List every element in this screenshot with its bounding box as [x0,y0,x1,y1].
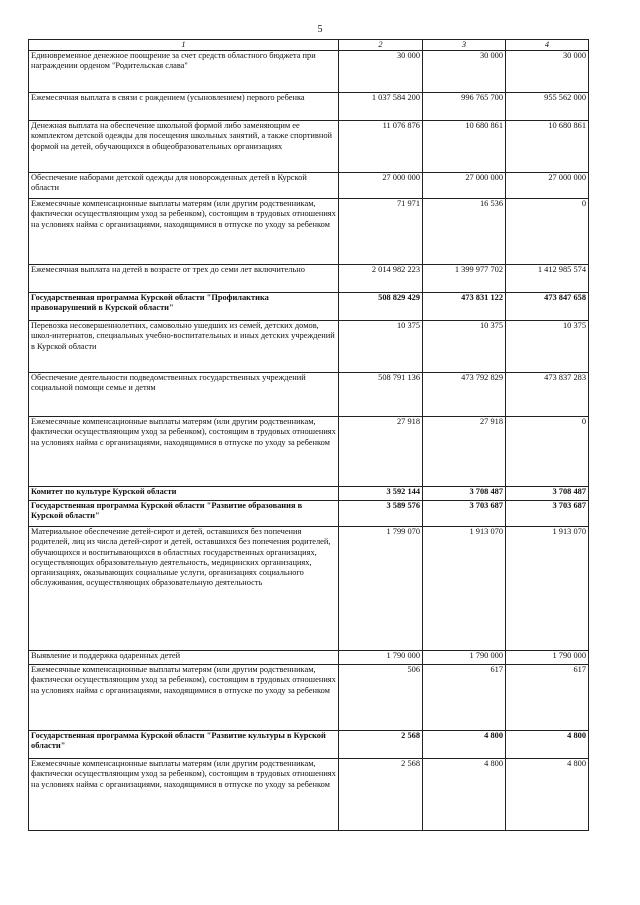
row-value-col3: 1 913 070 [423,527,506,651]
table-row [29,665,589,731]
row-value-col4: 473 847 658 [506,293,589,321]
row-value-col3: 4 800 [423,731,506,759]
row-value-col2: 1 790 000 [339,651,423,665]
row-value-col4: 3 708 487 [506,487,589,501]
table-row [29,527,589,651]
row-value-col3: 3 703 687 [423,501,506,527]
row-value-col2: 508 791 136 [339,373,423,417]
row-label: Ежемесячные компенсационные выплаты матерям (или другим родственникам, фактически осуществляющим уход за ребенком), состоящим в трудовых отношениях на условиях найма с организациями, находящимися в отпуске по уходу за ребенком [29,417,339,487]
row-value-col4: 0 [506,199,589,265]
row-label: Материальное обеспечение детей-сирот и детей, оставшихся без попечения родителей, лиц из числа детей-сирот и детей, оставшихся без попечения родителей, обучающихся и воспитывающихся в областных государственных организациях, осуществляющих образовательную деятельность, медицинских организациях, организациях, оказывающих социальные услуги, организациях социального обслуживания, осуществляющих образовательную деятельность [29,527,339,651]
row-label: Перевозка несовершеннолетних, самовольно ушедших из семей, детских домов, школ-интернатов, специальных учебно-воспитательных и иных детских учреждений в Курской области [29,321,339,373]
row-value-col2: 508 829 429 [339,293,423,321]
row-value-col2: 506 [339,665,423,731]
row-label: Выявление и поддержка одаренных детей [29,651,339,665]
row-value-col3: 3 708 487 [423,487,506,501]
row-value-col3: 473 831 122 [423,293,506,321]
row-value-col2: 1 037 584 200 [339,93,423,121]
row-label: Денежная выплата на обеспечение школьной формой либо заменяющим ее комплектом детской одежды для посещения школьных занятий, а также спортивной формой на детей, обучающихся в общеобразовательных организациях [29,121,339,173]
row-value-col4: 3 703 687 [506,501,589,527]
row-value-col3: 1 790 000 [423,651,506,665]
table-row [29,199,589,265]
table-row [29,651,589,665]
row-value-col2: 2 568 [339,759,423,831]
row-value-col3: 1 399 977 702 [423,265,506,293]
table-header-row [29,40,589,51]
row-value-col2: 2 568 [339,731,423,759]
row-value-col4: 617 [506,665,589,731]
row-value-col2: 2 014 982 223 [339,265,423,293]
row-value-col4: 1 913 070 [506,527,589,651]
table-row [29,731,589,759]
row-label: Государственная программа Курской области "Профилактика правонарушений в Курской области" [29,293,339,321]
row-value-col2: 10 375 [339,321,423,373]
row-value-col4: 955 562 000 [506,93,589,121]
row-value-col4: 30 000 [506,51,589,93]
row-value-col3: 473 792 829 [423,373,506,417]
row-label: Ежемесячная выплата в связи с рождением (усыновлением) первого ребенка [29,93,339,121]
table-row [29,51,589,93]
row-value-col3: 27 918 [423,417,506,487]
row-label: Обеспечение наборами детской одежды для новорожденных детей в Курской области [29,173,339,199]
row-value-col2: 3 589 576 [339,501,423,527]
row-value-col4: 0 [506,417,589,487]
row-label: Обеспечение деятельности подведомственных государственных учреждений социальной помощи семье и детям [29,373,339,417]
table-row [29,759,589,831]
row-label: Ежемесячная выплата на детей в возрасте от трех до семи лет включительно [29,265,339,293]
row-value-col3: 996 765 700 [423,93,506,121]
row-value-col2: 30 000 [339,51,423,93]
column-header-4: 4 [506,40,589,51]
table-row [29,293,589,321]
row-value-col3: 617 [423,665,506,731]
row-value-col4: 473 837 283 [506,373,589,417]
table-row [29,373,589,417]
column-header-3: 3 [423,40,506,51]
column-header-1: 1 [29,40,339,51]
row-label: Ежемесячные компенсационные выплаты матерям (или другим родственникам, фактически осуществляющим уход за ребенком), состоящим в трудовых отношениях на условиях найма с организациями, находящимися в отпуске по уходу за ребенком [29,665,339,731]
table-row [29,487,589,501]
row-value-col4: 27 000 000 [506,173,589,199]
table-row [29,501,589,527]
row-value-col2: 27 918 [339,417,423,487]
table-row [29,93,589,121]
row-value-col3: 16 536 [423,199,506,265]
row-value-col4: 1 412 985 574 [506,265,589,293]
table-row [29,417,589,487]
row-label: Ежемесячные компенсационные выплаты матерям (или другим родственникам, фактически осуществляющим уход за ребенком), состоящим в трудовых отношениях на условиях найма с организациями, находящимися в отпуске по уходу за ребенком [29,759,339,831]
row-value-col2: 1 799 070 [339,527,423,651]
row-value-col2: 11 076 876 [339,121,423,173]
row-label: Комитет по культуре Курской области [29,487,339,501]
table-row [29,265,589,293]
row-value-col2: 71 971 [339,199,423,265]
row-value-col3: 10 680 861 [423,121,506,173]
table-row [29,173,589,199]
column-header-2: 2 [339,40,423,51]
table-row [29,321,589,373]
row-value-col4: 10 375 [506,321,589,373]
budget-table [28,39,589,831]
row-value-col4: 10 680 861 [506,121,589,173]
row-value-col4: 4 800 [506,731,589,759]
row-label: Государственная программа Курской области "Развитие культуры в Курской области" [29,731,339,759]
row-value-col2: 27 000 000 [339,173,423,199]
row-label: Единовременное денежное поощрение за счет средств областного бюджета при награждении орденом "Родительская слава" [29,51,339,93]
table-row [29,121,589,173]
row-label: Государственная программа Курской области "Развитие образования в Курской области" [29,501,339,527]
row-label: Ежемесячные компенсационные выплаты матерям (или другим родственникам, фактически осуществляющим уход за ребенком), состоящим в трудовых отношениях на условиях найма с организациями, находящимися в отпуске по уходу за ребенком [29,199,339,265]
row-value-col4: 1 790 000 [506,651,589,665]
row-value-col3: 10 375 [423,321,506,373]
page-number: 5 [317,24,323,35]
row-value-col4: 4 800 [506,759,589,831]
row-value-col3: 30 000 [423,51,506,93]
row-value-col3: 27 000 000 [423,173,506,199]
row-value-col2: 3 592 144 [339,487,423,501]
row-value-col3: 4 800 [423,759,506,831]
